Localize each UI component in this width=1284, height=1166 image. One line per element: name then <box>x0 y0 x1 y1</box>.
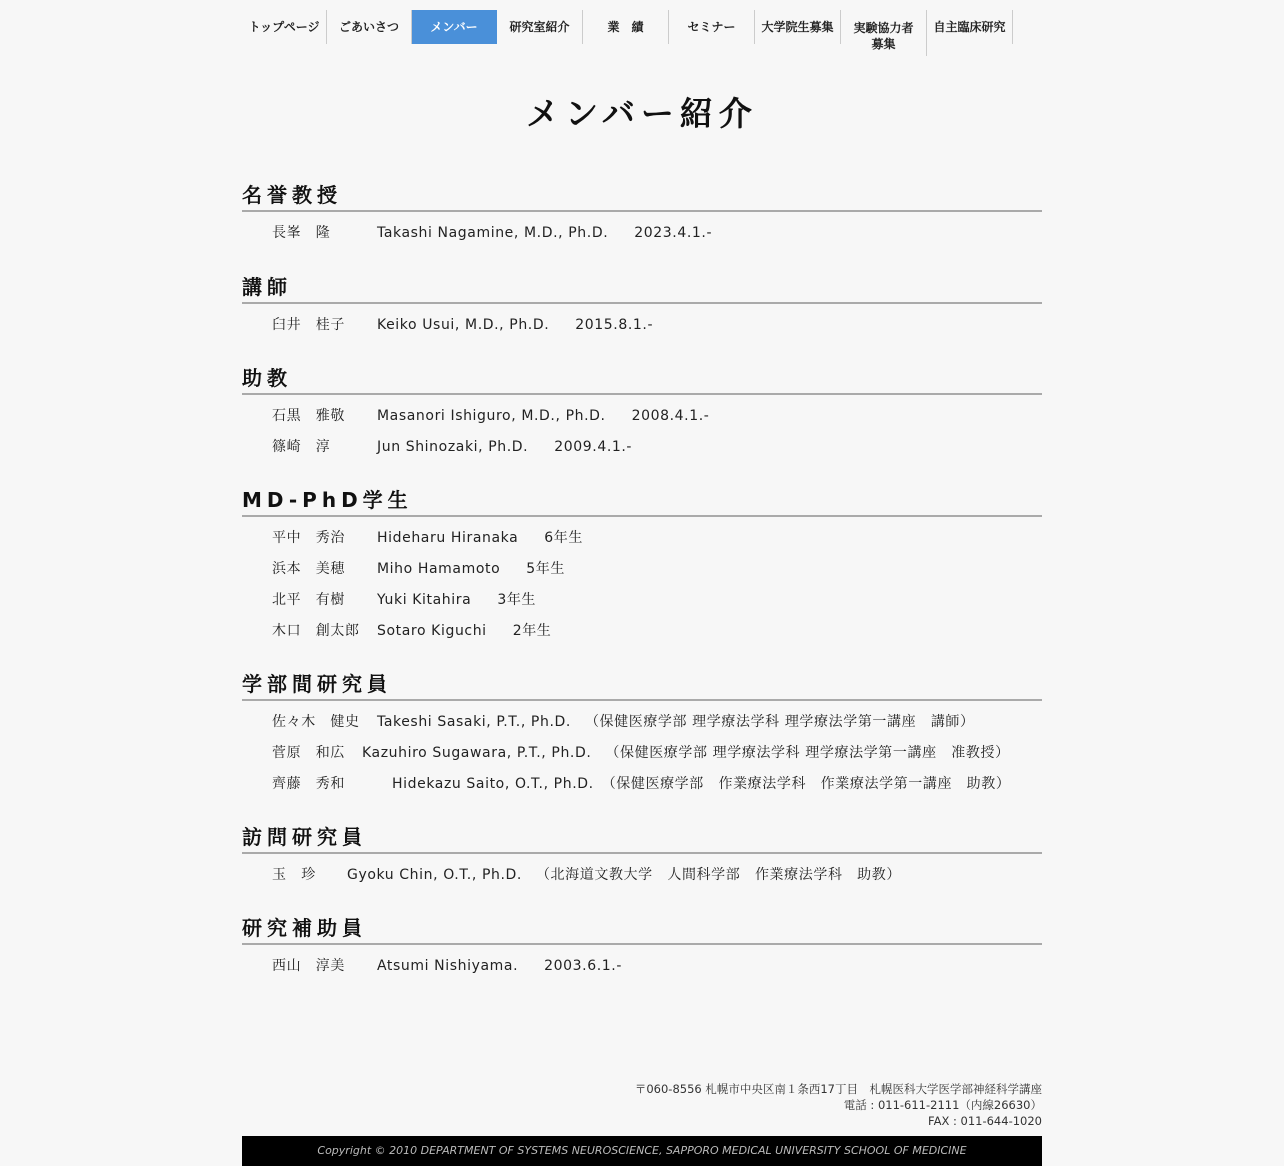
member-name-en: Sotaro Kiguchi <box>377 623 487 639</box>
section-heading: 学部間研究員 <box>242 671 1042 701</box>
member-row <box>272 865 1042 896</box>
member-row <box>272 712 1042 743</box>
member-extra: 3年生 <box>497 592 537 608</box>
member-extra: （保健医療学部 理学療法学科 理学療法学第一講座 准教授） <box>605 745 1010 761</box>
section-heading: MD-PhD学生 <box>242 487 1042 517</box>
member-name-jp: 木口 創太郎 <box>272 623 360 639</box>
member-row <box>272 437 1042 468</box>
member-row <box>272 590 1042 621</box>
member-name-jp: 北平 有樹 <box>272 592 345 608</box>
member-name-jp: 石黒 雅敬 <box>272 408 345 424</box>
member-row <box>272 315 1042 346</box>
member-extra: （北海道文教大学 人間科学部 作業療法学科 助教） <box>535 867 901 883</box>
section-heading: 名誉教授 <box>242 182 1042 212</box>
member-row <box>272 406 1042 437</box>
page-title: メンバー紹介 <box>526 94 758 133</box>
member-name-jp: 平中 秀治 <box>272 530 345 546</box>
nav-item-grad-recruit[interactable]: 大学院生募集 <box>755 10 841 44</box>
section-professor-emeritus <box>242 182 1042 254</box>
member-name-jp: 齊藤 秀和 <box>272 776 345 792</box>
footer-copyright: Copyright © 2010 DEPARTMENT OF SYSTEMS NEUROSCIENCE, SAPPORO MEDICAL UNIVERSITY SCHOOL OF MEDICINE <box>242 1136 1042 1166</box>
section-assistant-professor <box>242 365 1042 468</box>
nav-item-clinical-research[interactable]: 自主臨床研究 <box>927 10 1013 44</box>
member-name-en: Atsumi Nishiyama. <box>377 958 519 974</box>
member-name-jp: 菅原 和広 <box>272 745 345 761</box>
member-name-en: Miho Hamamoto <box>377 561 501 577</box>
section-visiting-researchers <box>242 824 1042 896</box>
nav-item-top[interactable]: トップページ <box>242 10 327 44</box>
member-name-en: Jun Shinozaki, Ph.D. <box>377 439 529 455</box>
member-extra: 2年生 <box>512 623 552 639</box>
member-extra: 5年生 <box>526 561 565 577</box>
member-name-en: Hidekazu Saito, O.T., Ph.D. <box>392 776 594 792</box>
member-name-jp: 玉 珍 <box>272 867 316 883</box>
footer-tel: 電話 : 011-611-2111（内線26630） <box>843 1098 1042 1112</box>
nav-item-greeting[interactable]: ごあいさつ <box>327 10 412 44</box>
member-name-jp: 浜本 美穂 <box>272 561 345 577</box>
member-row <box>272 528 1042 559</box>
member-extra: 2023.4.1.- <box>634 225 713 241</box>
member-extra: （保健医療学部 作業療法学科 作業療法学第一講座 助教） <box>601 776 1011 792</box>
member-row <box>272 621 1042 652</box>
section-heading: 研究補助員 <box>242 915 1042 945</box>
member-name-jp: 臼井 桂子 <box>272 317 345 333</box>
member-extra: 2009.4.1.- <box>554 439 633 455</box>
member-name-en: Takashi Nagamine, M.D., Ph.D. <box>377 225 609 241</box>
member-extra: （保健医療学部 理学療法学科 理学療法学第一講座 講師） <box>584 714 975 730</box>
nav-item-lab-intro[interactable]: 研究室紹介 <box>497 10 583 44</box>
nav-item-members[interactable]: メンバー <box>412 10 497 44</box>
member-name-jp: 佐々木 健史 <box>272 714 360 730</box>
section-heading: 助教 <box>242 365 1042 395</box>
member-extra: 2003.6.1.- <box>544 958 622 974</box>
member-row <box>272 774 1042 805</box>
member-extra: 2015.8.1.- <box>575 317 654 333</box>
member-name-en: Yuki Kitahira <box>377 592 472 608</box>
section-heading: 講師 <box>242 274 1042 304</box>
nav-item-publications[interactable]: 業 績 <box>583 10 669 44</box>
member-name-jp: 篠崎 淳 <box>272 439 331 455</box>
member-extra: 2008.4.1.- <box>631 408 710 424</box>
member-name-jp: 西山 淳美 <box>272 958 345 974</box>
member-name-en: Takeshi Sasaki, P.T., Ph.D. <box>377 714 571 730</box>
section-research-assistants <box>242 915 1042 987</box>
section-interdepartmental-researchers <box>242 671 1042 805</box>
nav-item-participant-recruit[interactable]: 実験協力者 募集 <box>841 10 927 56</box>
member-row <box>272 956 1042 987</box>
footer-fax: FAX : 011-644-1020 <box>928 1114 1042 1128</box>
member-name-en: Kazuhiro Sugawara, P.T., Ph.D. <box>362 745 592 761</box>
footer-address: 〒060-8556 札幌市中央区南１条西17丁目 札幌医科大学医学部神経科学講座 <box>634 1082 1042 1096</box>
member-row <box>272 743 1042 774</box>
member-name-en: Masanori Ishiguro, M.D., Ph.D. <box>377 408 606 424</box>
member-row <box>272 223 1042 254</box>
member-name-en: Keiko Usui, M.D., Ph.D. <box>377 317 550 333</box>
member-name-en: Gyoku Chin, O.T., Ph.D. <box>347 867 522 883</box>
section-md-phd-students <box>242 487 1042 652</box>
nav-item-seminar[interactable]: セミナー <box>669 10 755 44</box>
member-extra: 6年生 <box>544 530 584 546</box>
member-row <box>272 559 1042 590</box>
footer-contact <box>242 1081 1042 1129</box>
main-nav <box>242 10 1013 51</box>
section-heading: 訪問研究員 <box>242 824 1042 854</box>
section-lecturer <box>242 274 1042 346</box>
member-name-jp: 長峯 隆 <box>272 225 331 241</box>
member-name-en: Hideharu Hiranaka <box>377 530 519 546</box>
